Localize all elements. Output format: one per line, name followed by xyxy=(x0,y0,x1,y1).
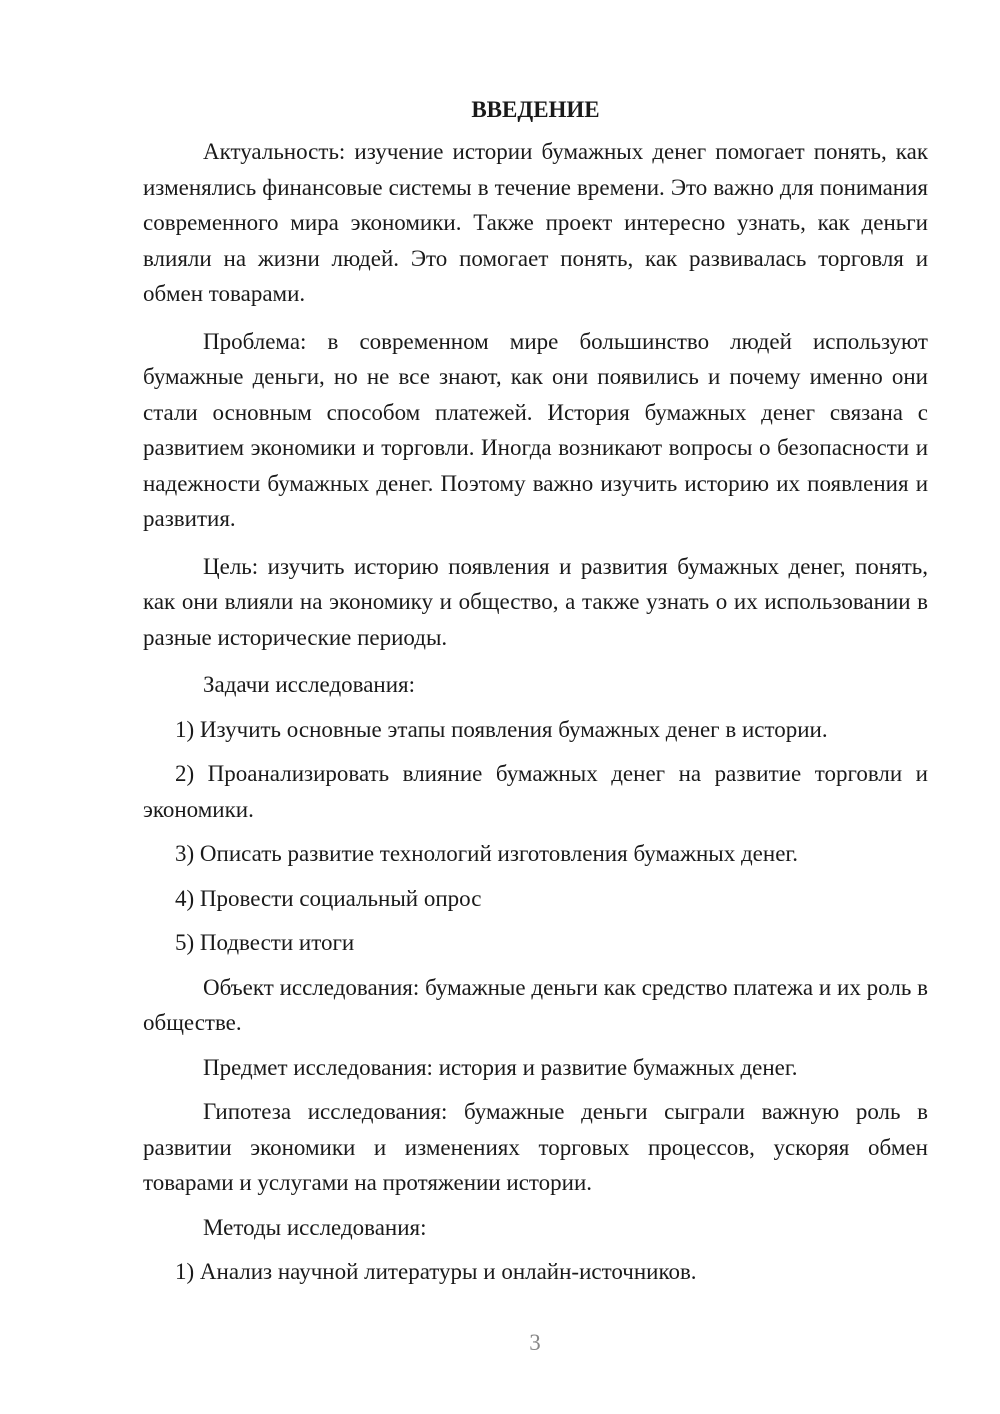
document-page xyxy=(143,92,928,1290)
paragraph-object: Объект исследования: бумажные деньги как средство платежа и их роль в обществе. xyxy=(143,974,928,1035)
paragraph-relevance: Актуальность: изучение истории бумажных денег помогает понять, как изменялись финансовые системы в течение времени. Это важно для понимания современного мира экономики. Также проект интересно узнать, как деньги влияли на жизни людей. Это помогает понять, как развивалась торговля и обмен товарами. xyxy=(143,139,928,306)
tasks-heading: Задачи исследования: xyxy=(203,672,416,697)
paragraph-problem: Проблема: в современном мире большинство людей используют бумажные деньги, но не все знают, как они появились и почему именно они стали основным способом платежей. История бумажных денег связана с развитием экономики и торговли. Иногда возникают вопросы о безопасности и надежности бумажных денег. Поэтому важно изучить историю их появления и развития. xyxy=(143,328,928,531)
task-item-2: 2) Проанализировать влияние бумажных денег на развитие торговли и экономики. xyxy=(143,761,928,822)
methods-heading: Методы исследования: xyxy=(203,1214,427,1240)
method-item-1: 1) Анализ научной литературы и онлайн-источников. xyxy=(175,1259,697,1284)
task-item-3: 3) Описать развитие технологий изготовления бумажных денег. xyxy=(175,841,798,866)
paragraph-subject: Предмет исследования: история и развитие бумажных денег. xyxy=(203,1054,798,1080)
paragraph-goal: Цель: изучить историю появления и развития бумажных денег, понять, как они влияли на экономику и общество, а также узнать о их использовании в разные исторические периоды. xyxy=(143,553,928,650)
task-item-1: 1) Изучить основные этапы появления бумажных денег в истории. xyxy=(175,716,828,742)
task-item-4: 4) Провести социальный опрос xyxy=(175,885,482,911)
section-title: ВВЕДЕНИЕ xyxy=(471,97,600,122)
paragraph-hypothesis: Гипотеза исследования: бумажные деньги сыграли важную роль в развитии экономики и изменениях торговых процессов, ускоряя обмен товарами и услугами на протяжении истории. xyxy=(143,1099,928,1195)
page-number: 3 xyxy=(529,1330,541,1355)
task-item-5: 5) Подвести итоги xyxy=(175,930,355,955)
